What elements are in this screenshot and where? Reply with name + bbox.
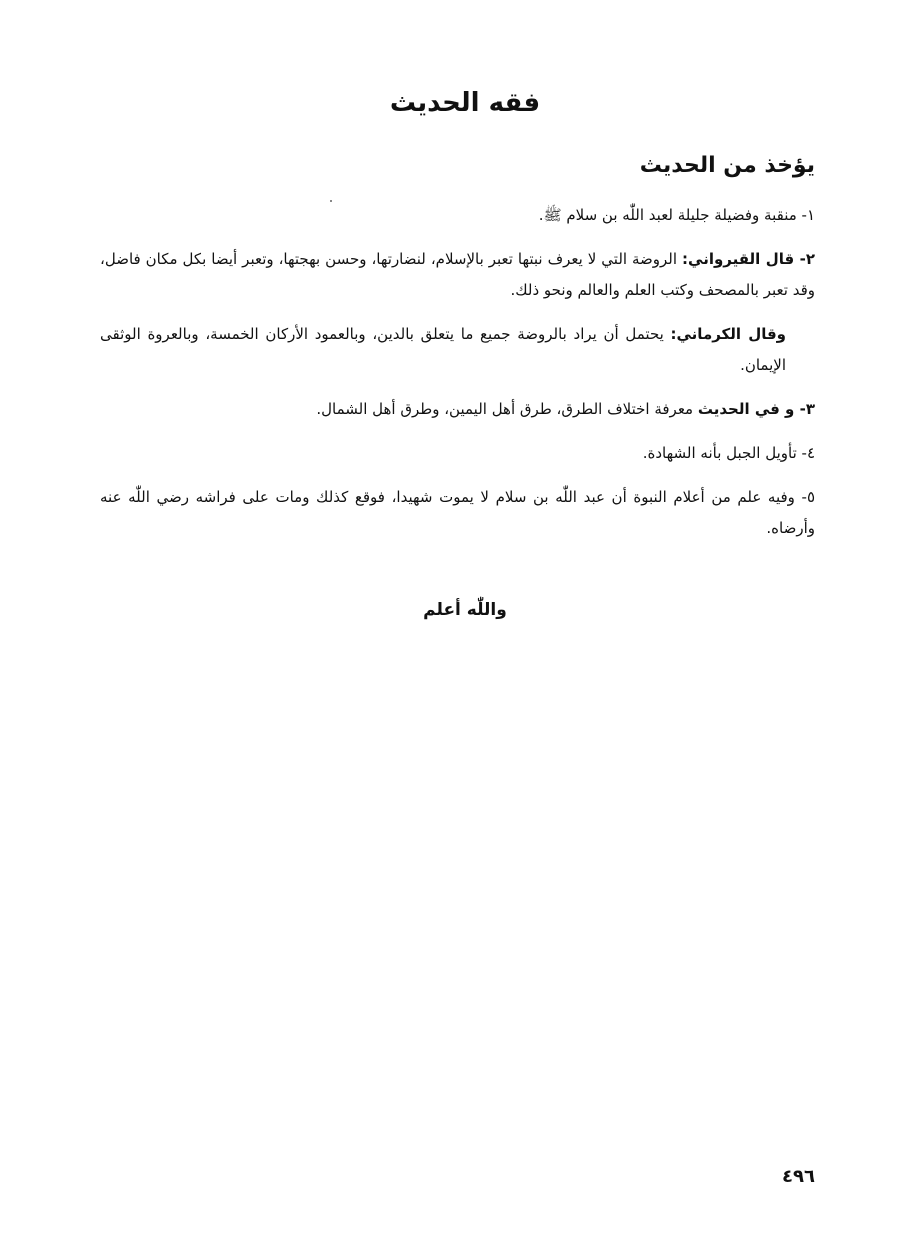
item-2b-lead: وقال الكرماني: <box>670 325 786 343</box>
item-3-lead: ٣- و في الحديث <box>697 400 815 418</box>
item-5-text: ٥- وفيه علم من أعلام النبوة أن عبد اللّٰه بن سلام لا يموت شهيدا، فوقع كذلك ومات على فراشه رضي اللّٰه عنه وأرضاه. <box>100 488 815 537</box>
list-item-3 <box>100 394 815 425</box>
section-heading: يؤخذ من الحديث <box>639 153 815 178</box>
list-item-4 <box>100 438 815 469</box>
item-2b-text: يحتمل أن يراد بالروضة جميع ما يتعلق بالدين، وبالعمود الأركان الخمسة، وبالعروة الوثقى الإيمان. <box>100 325 786 374</box>
list-item-2 <box>100 244 815 306</box>
item-2-lead: ٢- قال القيرواني: <box>682 250 815 268</box>
item-2-text: الروضة التي لا يعرف نبتها تعبر بالإسلام، لنضارتها، وحسن بهجتها، وتعبر أيضا بكل مكان فاضل، وقد تعبر بالمصحف وكتب العلم والعالم ونحو ذلك. <box>100 250 815 299</box>
list-item-2-continuation <box>100 319 815 381</box>
item-4-text: ٤- تأويل الجبل بأنه الشهادة. <box>642 444 815 462</box>
page-title: فقه الحديث <box>389 88 541 118</box>
list-item-1 <box>100 200 815 231</box>
closing-phrase: واللّٰه أعلم <box>423 600 507 620</box>
item-1-text: ١- منقبة وفضيلة جليلة لعبد اللّٰه بن سلام ﷺ. <box>538 206 815 224</box>
list-item-5 <box>100 482 815 544</box>
item-3-text: معرفة اختلاف الطرق، طرق أهل اليمين، وطرق أهل الشمال. <box>316 400 698 418</box>
page-number: ٤٩٦ <box>782 1166 815 1187</box>
benefits-list <box>100 200 815 557</box>
